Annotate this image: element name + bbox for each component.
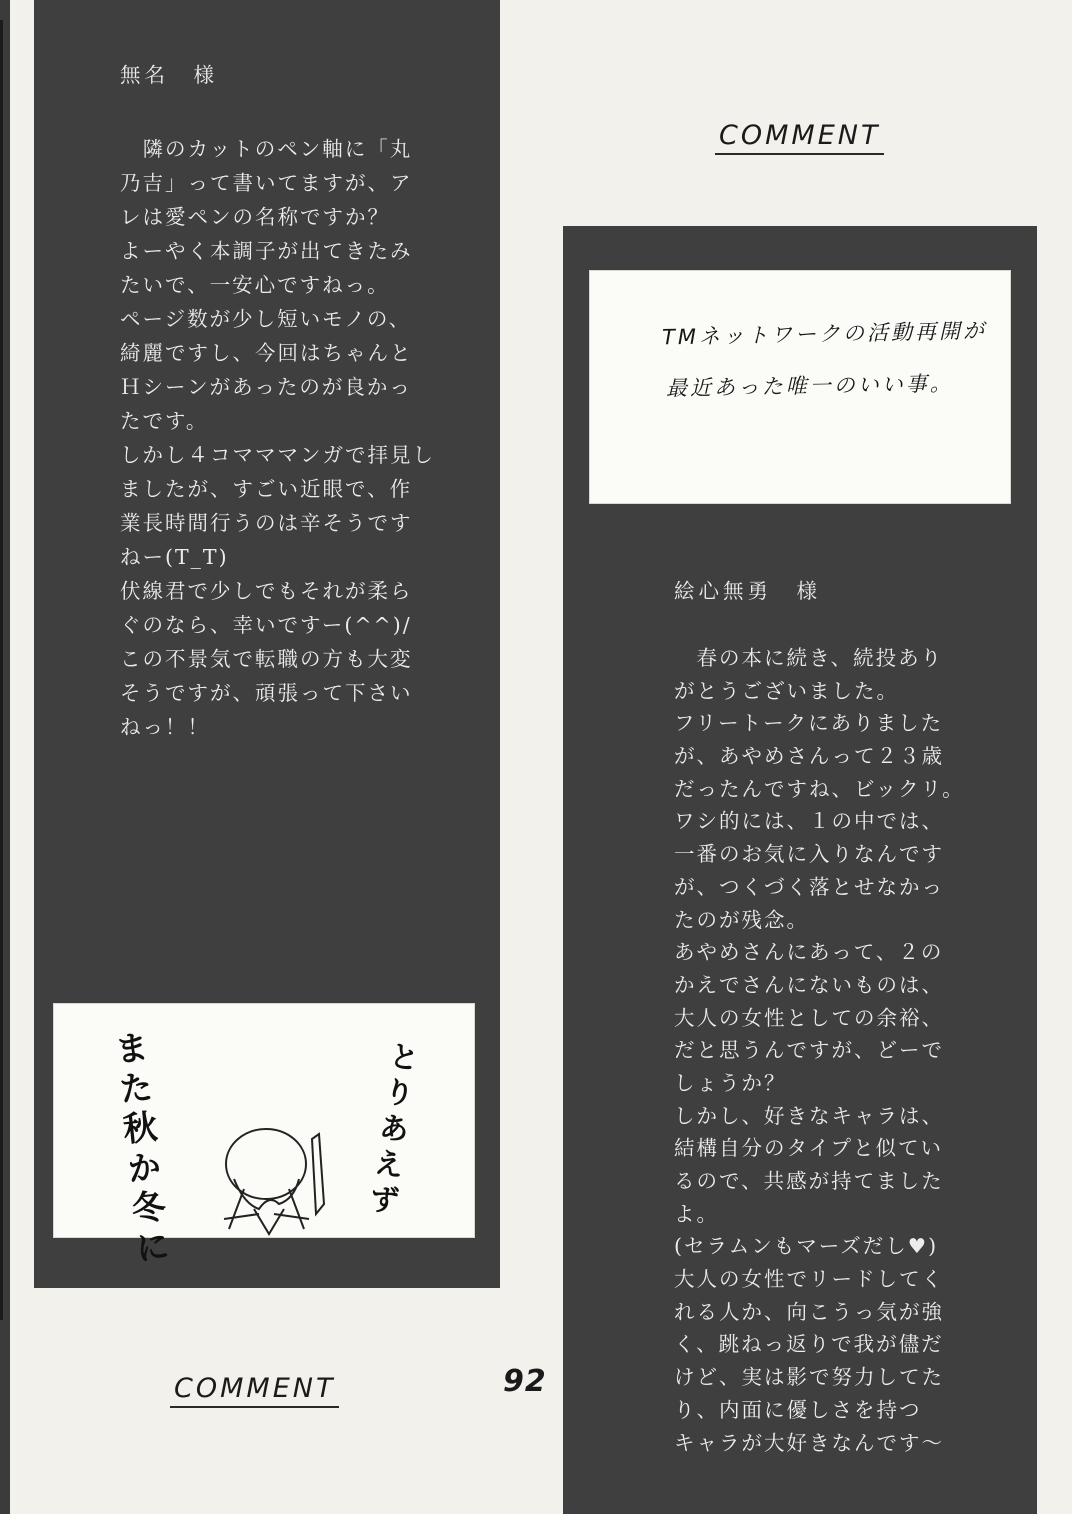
right-letter-line: 春の本に続き、続投あり	[674, 646, 944, 670]
left-letter-line: 乃吉」って書いてますが、ア	[120, 171, 413, 195]
right-letter-line: よ。	[674, 1201, 719, 1226]
sketch-text-right: とりあえず	[360, 1038, 421, 1222]
right-letter-line: がとうございました。	[674, 678, 899, 703]
spine-edge	[0, 20, 3, 1320]
right-letter-line: 大人の女性としての余裕、	[674, 1005, 944, 1030]
right-letter-line: 大人の女性でリードしてく	[674, 1267, 944, 1292]
right-letter-line: るので、共感が持てました	[674, 1169, 944, 1193]
right-letter-line: く、跳ねっ返りで我が儘だ	[674, 1332, 944, 1357]
left-letter-line: 隣のカットのペン軸に「丸	[120, 137, 413, 161]
left-letter-line: ましたが、すごい近眼で、作	[120, 477, 413, 501]
right-letter-line: キャラが大好きなんです～	[674, 1430, 944, 1455]
right-letter-line: だと思うんですが、どーで	[674, 1038, 944, 1063]
right-letter	[674, 574, 965, 1459]
left-letter-line: 伏線君で少しでもそれが柔ら	[120, 579, 413, 603]
left-letter-line: しかし４コマママンガで拝見し	[120, 443, 435, 467]
left-letter-line: Ｈシーンがあったのが良かっ	[120, 375, 412, 399]
comment-heading-bottom: COMMENT	[170, 1374, 339, 1408]
left-letter-signature: 無名 様	[120, 63, 218, 87]
left-letter-line: ねー(T_T)	[120, 545, 229, 569]
left-letter-line: レは愛ペンの名称ですか？	[120, 205, 390, 229]
sketch-text-left: また秋か冬に	[106, 1028, 172, 1272]
right-letter-line: (セラムンもマーズだし♥)	[674, 1234, 939, 1259]
left-letter-line: そうですが、頑張って下さい	[120, 681, 413, 705]
right-letter-line: しかし、好きなキャラは、	[674, 1103, 944, 1128]
right-letter-line: かえでさんにないものは、	[674, 972, 944, 997]
comment-heading-top: COMMENT	[715, 121, 884, 155]
page-number: 92	[503, 1364, 547, 1399]
left-letter-line: ねっ！！	[120, 715, 210, 739]
right-letter-line: り、内面に優しさを持つ	[674, 1397, 922, 1422]
right-letter-line: 一番のお気に入りなんです	[674, 842, 944, 867]
right-letter-line: あやめさんにあって、２の	[674, 940, 944, 965]
right-letter-signature: 絵心無勇 様	[674, 579, 821, 603]
handwritten-line-2: 最近あった唯一のいい事。	[665, 371, 955, 401]
left-letter-line: 綺麗ですし、今回はちゃんと	[120, 341, 413, 365]
left-letter	[120, 58, 435, 744]
left-letter-line: 業長時間行うのは辛そうです	[120, 511, 413, 535]
left-letter-line: ぐのなら、幸いですー(^^)/	[120, 613, 412, 637]
left-letter-line: たです。	[120, 409, 209, 433]
right-letter-line: フリートークにありました	[674, 711, 944, 736]
left-letter-line: この不景気で転職の方も大変	[120, 647, 413, 671]
right-letter-line: たのが残念。	[674, 907, 809, 932]
right-letter-line: 結構自分のタイプと似てい	[674, 1136, 943, 1161]
right-letter-line: けど、実は影で努力してた	[674, 1365, 944, 1390]
right-letter-line: が、つくづく落とせなかっ	[674, 874, 944, 899]
left-letter-line: ページ数が少し短いモノの、	[120, 307, 412, 331]
left-letter-line: たいで、一安心ですねっ。	[120, 273, 390, 297]
right-letter-line: だったんですね、ビックリ。	[674, 776, 965, 801]
left-letter-line: よーやく本調子が出てきたみ	[120, 239, 413, 263]
right-letter-line: が、あやめさんって２３歳	[674, 744, 944, 769]
right-letter-line: ワシ的には、１の中では、	[674, 809, 944, 834]
right-letter-line: れる人か、向こうっ気が強	[674, 1299, 944, 1324]
handwritten-line-1: TMネットワークの活動再開が	[661, 318, 988, 350]
right-letter-line: しょうか？	[674, 1070, 787, 1095]
